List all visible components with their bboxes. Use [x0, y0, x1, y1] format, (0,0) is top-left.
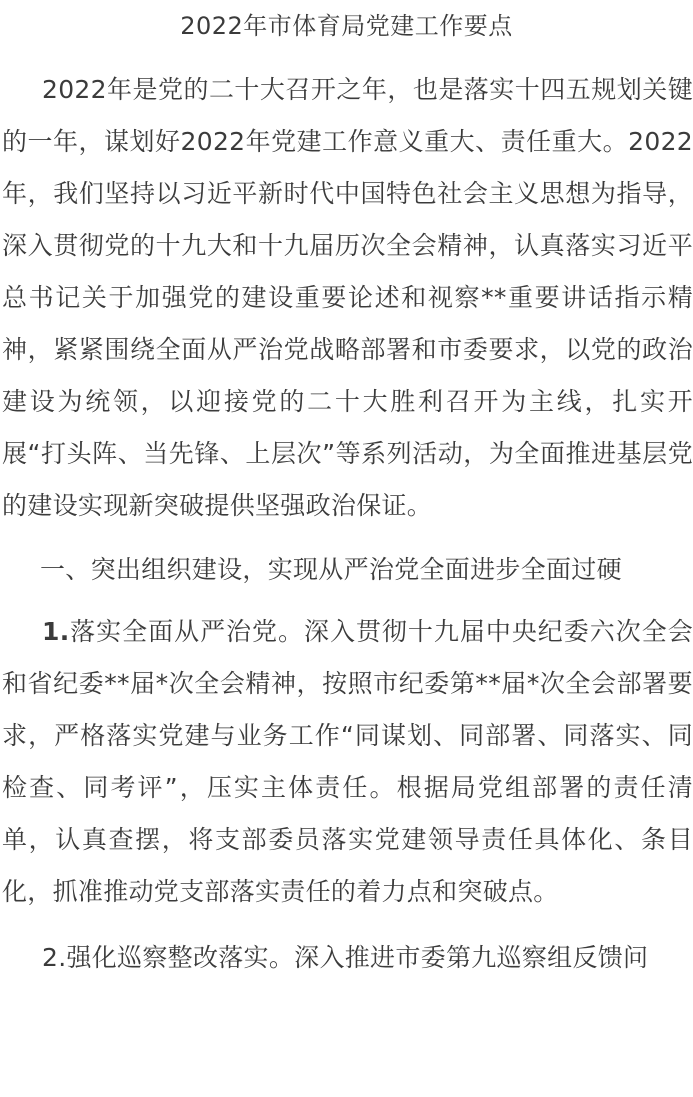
section-heading: 一、突出组织建设，实现从严治党全面进步全面过硬 — [40, 555, 622, 584]
item-text-2: 强化巡察整改落实。深入推进市委第九巡察组反馈问 — [66, 943, 649, 972]
item-paragraph-2 — [0, 932, 693, 984]
item-number-1: 1. — [42, 617, 70, 646]
item-number-2: 2. — [42, 943, 67, 972]
document-title: 2022年市体育局党建工作要点 — [180, 12, 513, 40]
item-paragraph-1 — [0, 606, 693, 918]
item-text-1: 落实全面从严治党。深入贯彻十九届中央纪委六次全会和省纪委**届*次全会精神，按照市纪委第**届*次全会部署要求，严格落实党建与业务工作“同谋划、同部署、同落实、同检查、同考评”，压实主体责任。根据局党组部署的责任清单，认真查摆，将支部委员落实党建领导责任具体化、条目化，抓准推动党支部落实责任的着力点和突破点。 — [2, 617, 693, 906]
intro-paragraph: 2022年是党的二十大召开之年，也是落实十四五规划关键的一年，谋划好2022年党建工作意义重大、责任重大。2022年，我们坚持以习近平新时代中国特色社会主义思想为指导，深入贯彻党的十九大和十九届历次全会精神，认真落实习近平总书记关于加强党的建设重要论述和视察**重要讲话指示精神，紧紧围绕全面从严治党战略部署和市委要求，以党的政治建设为统领，以迎接党的二十大胜利召开为主线，扎实开展“打头阵、当先锋、上层次”等系列活动，为全面推进基层党的建设实现新突破提供坚强政治保证。 — [2, 75, 693, 520]
